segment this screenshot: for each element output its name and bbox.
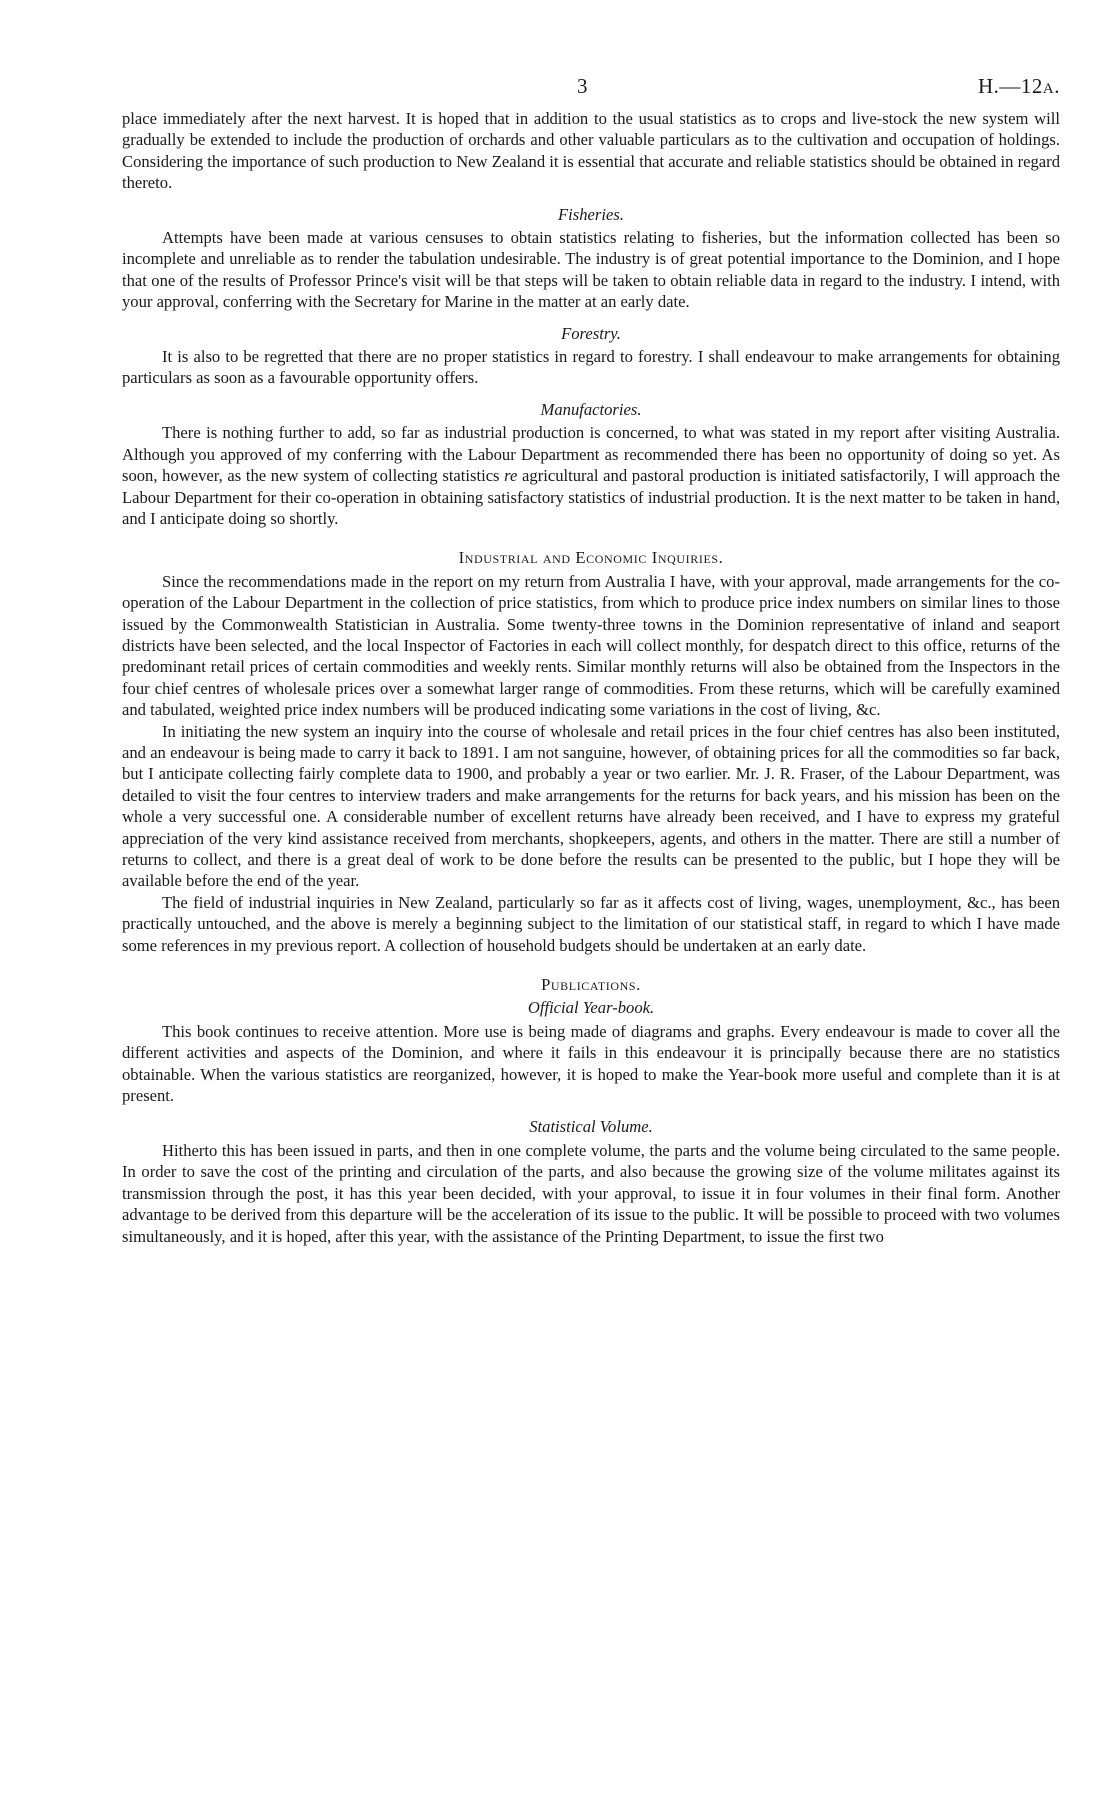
document-reference xyxy=(978,74,1060,99)
paragraph-industrial-3: The field of industrial inquiries in New Zealand, particularly so far as it affects cost of living, wages, unemployment, &c., has been practically untouched, and the above is merely a beginning subject to the limitation of our statistical staff, in regard to which I have made some references in my previous report. A collection of household budgets should be undertaken at an early date. xyxy=(122,892,1060,955)
doc-ref-suffix: A xyxy=(1042,81,1055,97)
paragraph-fisheries: Attempts have been made at various censuses to obtain statistics relating to fisheries, but the information collected has been so incomplete and unreliable as to render the tabulation undesirable. The industry is of great potential importance to the Dominion, and I hope that one of the results of Professor Prince's visit will be that steps will be taken to obtain reliable data in regard to the industry. I intend, with your approval, conferring with the Secretary for Marine in the matter at an early date. xyxy=(122,228,1060,312)
manufactories-text-re: re xyxy=(504,466,518,486)
heading-industrial-economic: Industrial and Economic Inquiries. xyxy=(458,548,724,568)
heading-publications: Publications. xyxy=(541,975,641,995)
heading-fisheries: Fisheries. xyxy=(558,204,624,224)
page-header xyxy=(122,74,1060,108)
page-number: 3 xyxy=(577,74,588,98)
paragraph-statistical-volume: Hitherto this has been issued in parts, and then in one complete volume, the parts and the volume being circulated to the same people. In order to save the cost of the printing and circulation of the parts, and also because the growing size of the volume militates against its transmission through the post, it has this year been decided, with your approval, to issue it in four volumes in their final form. Another advantage to be derived from this departure will be the acceleration of its issue to the public. It will be possible to proceed with two volumes simultaneously, and it is hoped, after this year, with the assistance of the Printing Department, to issue the first two xyxy=(122,1140,1060,1246)
paragraph-yearbook: This book continues to receive attention. More use is being made of diagrams and graphs. Every endeavour is made to cover all the different activities and aspects of the Dominion, and where it fails in this endeavour it is principally because there are no statistics obtainable. When the various statistics are reorganized, however, it is hoped to make the Year-book more useful and complete than it is at present. xyxy=(122,1021,1060,1106)
manufactories-text-a: There is nothing further to add, so far as industrial production is concerned, to what was stated in my report after visiting Australia. Although you approved of my conferring with the Labour Department as recommended there has been no opportunity of doing so yet. As soon, however, as the new system of collecting statistics xyxy=(122,423,1060,486)
document-page xyxy=(122,74,1060,1247)
paragraph-forestry: It is also to be regretted that there are no proper statistics in regard to forestry. I shall endeavour to make arrangements for obtaining particulars as soon as a favourable opportunity offers. xyxy=(122,347,1060,388)
manufactories-text-b: agricultural and pastoral production is initiated satisfactorily, I will approach the Labour Department for their co-operation in obtaining satisfactory statistics of industrial production. It is the next matter to be taken in hand, and I anticipate doing so shortly. xyxy=(122,466,1060,528)
doc-ref-main: H.—12 xyxy=(977,74,1043,98)
heading-official-yearbook: Official Year-book. xyxy=(527,998,655,1018)
heading-statistical-volume: Statistical Volume. xyxy=(529,1117,653,1137)
paragraph-industrial-1: Since the recommendations made in the report on my return from Australia I have, with your approval, made arrangements for the co-operation of the Labour Department in the collection of price statistics, from which to produce price index numbers on similar lines to those issued by the Commonwealth Statistician in Australia. Some twenty-three towns in the Dominion representative of inland and seaport districts have been selected, and the local Inspector of Factories in each will collect monthly, for despatch direct to this office, returns of the predominant retail prices of certain commodities and weekly rents. Similar monthly returns will also be obtained from the Inspectors in the four chief centres of wholesale prices over a somewhat larger range of commodities. From these returns, which will be carefully examined and tabulated, weighted price index numbers will be produced indicating some variations in the cost of living, &c. xyxy=(122,571,1060,720)
paragraph-intro: place immediately after the next harvest. It is hoped that in addition to the usual statistics as to crops and live-stock the new system will gradually be extended to include the production of orchards and other valuable particulars as to the cultivation and occupation of holdings. Considering the importance of such production to New Zealand it is essential that accurate and reliable statistics should be obtained in regard thereto. xyxy=(122,109,1060,193)
heading-manufactories: Manufactories. xyxy=(540,399,642,419)
paragraph-manufactories xyxy=(122,422,1060,529)
paragraph-industrial-2: In initiating the new system an inquiry into the course of wholesale and retail prices in the four chief centres has also been instituted, and an endeavour is being made to carry it back to 1891. I am not sanguine, however, of obtaining prices for all the commodities so far back, but I anticipate collecting fairly complete data to 1900, and probably a year or two earlier. Mr. J. R. Fraser, of the Labour Department, was detailed to visit the four centres to interview traders and make arrangements for the returns for back years, and his mission has been on the whole a very successful one. A considerable number of excellent returns have already been received, and I have to express my grateful appreciation of the very kind assistance received from merchants, shopkeepers, agents, and others in the matter. There are still a number of returns to collect, and there is a great deal of work to be done before the results can be presented to the public, but I hope they will be available before the end of the year. xyxy=(122,721,1060,891)
doc-ref-end: . xyxy=(1054,74,1060,98)
heading-forestry: Forestry. xyxy=(561,323,621,343)
